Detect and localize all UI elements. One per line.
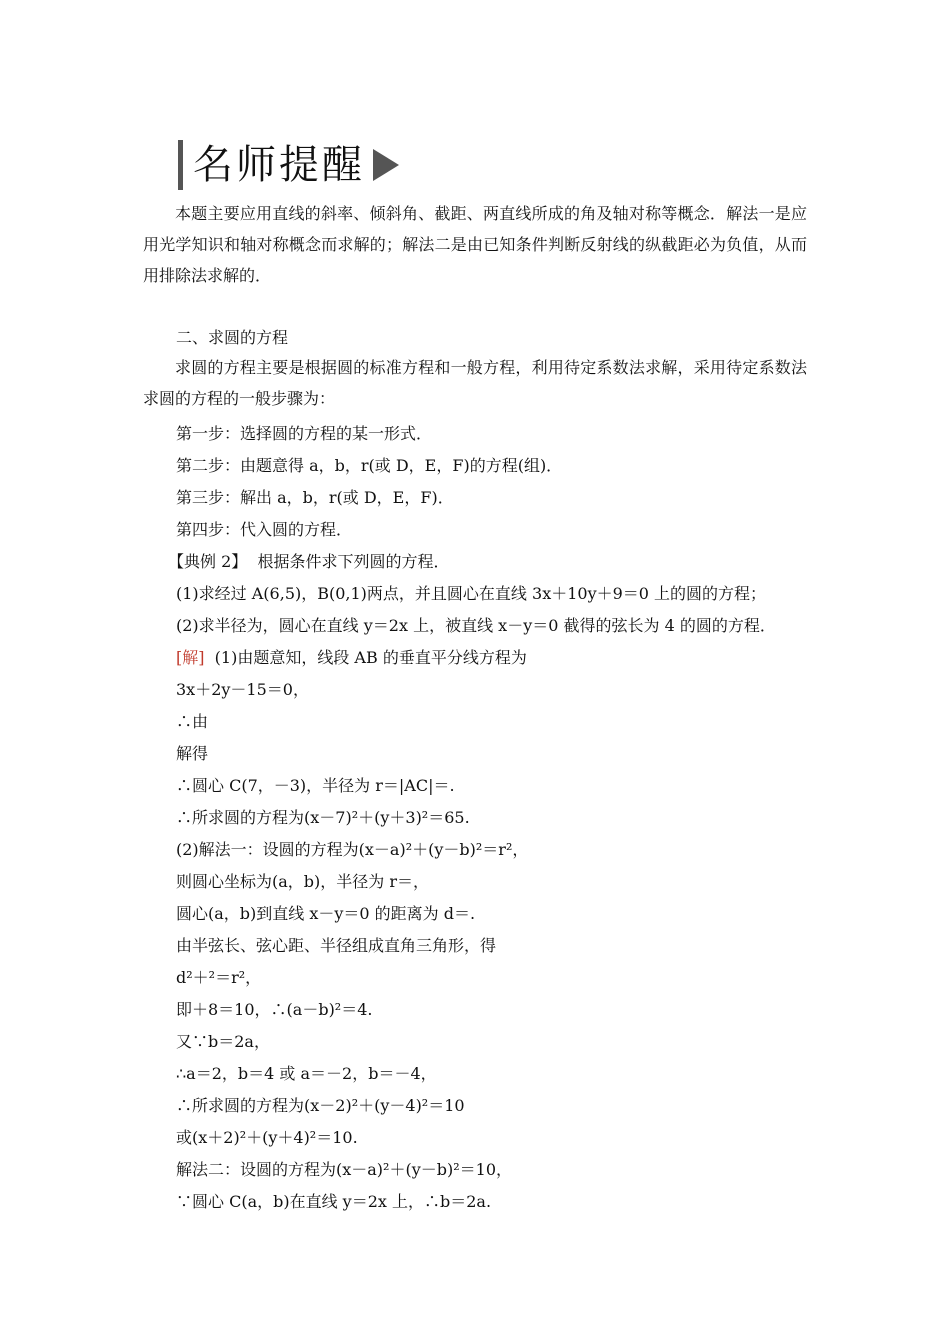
solution-line: 解法二：设圆的方程为(x－a)²＋(y－b)²＝10，	[176, 1160, 513, 1179]
solution-first-text: (1)由题意知，线段 AB 的垂直平分线方程为	[214, 648, 527, 667]
solution-line: 由半弦长、弦心距、半径组成直角三角形，得	[176, 936, 497, 955]
banner	[178, 138, 399, 192]
solution-line: 则圆心坐标为(a，b)，半径为 r＝，	[176, 872, 430, 891]
solution-line: 或(x＋2)²＋(y＋4)²＝10.	[176, 1128, 358, 1147]
solution-line: (2)解法一：设圆的方程为(x－a)²＋(y－b)²＝r²，	[176, 840, 529, 859]
example-heading	[168, 549, 449, 572]
play-triangle-icon	[373, 149, 399, 181]
step-3: 第三步：解出 a，b，r(或 D，E，F)．	[176, 488, 454, 507]
question-1: (1)求经过 A(6,5)，B(0,1)两点，并且圆心在直线 3x＋10y＋9＝0 上的圆的方程；	[176, 584, 767, 603]
solution-line: ∴所求圆的方程为(x－2)²＋(y－4)²＝10	[176, 1096, 465, 1115]
solution-line: ∴所求圆的方程为(x－7)²＋(y＋3)²＝65.	[176, 808, 470, 827]
section-intro-text: 求圆的方程主要是根据圆的标准方程和一般方程，利用待定系数法求解，采用待定系数法求圆的方程的一般步骤为：	[143, 358, 807, 408]
example-tag: 【典例 2】	[168, 552, 248, 571]
intro-paragraph	[143, 198, 807, 291]
banner-title: 名师提醒	[193, 142, 365, 188]
step-4: 第四步：代入圆的方程．	[176, 520, 353, 539]
solution-tag: [解]	[176, 648, 205, 667]
solution-line: ∵圆心 C(a，b)在直线 y＝2x 上，∴b＝2a.	[176, 1192, 492, 1211]
intro-text: 本题主要应用直线的斜率、倾斜角、截距、两直线所成的角及轴对称等概念．解法一是应用光学知识和轴对称概念而求解的；解法二是由已知条件判断反射线的纵截距必为负值，从而用排除法求解的．	[143, 204, 807, 285]
solution-line: ∴由	[176, 712, 209, 731]
solution-line: ∴a＝2，b＝4 或 a＝－2，b＝－4，	[176, 1064, 437, 1083]
solution-line: 又∵b＝2a，	[176, 1032, 270, 1051]
section-title: 二、求圆的方程	[176, 328, 289, 347]
solution-line: 即＋8＝10，∴(a－b)²＝4.	[176, 1000, 373, 1019]
section-intro-paragraph	[143, 352, 807, 414]
step-2: 第二步：由题意得 a，b，r(或 D，E，F)的方程(组)．	[176, 456, 563, 475]
solution-line: 解得	[176, 744, 209, 763]
solution-line: 3x＋2y－15＝0，	[176, 680, 309, 699]
solution-line: 圆心(a，b)到直线 x－y＝0 的距离为 d＝.	[176, 904, 476, 923]
banner-bar	[178, 140, 183, 190]
question-2: (2)求半径为，圆心在直线 y＝2x 上，被直线 x－y＝0 截得的弦长为 4 的圆的方程．	[176, 616, 776, 635]
step-1: 第一步：选择圆的方程的某一形式．	[176, 424, 433, 443]
solution-line: ∴圆心 C(7，－3)，半径为 r＝|AC|＝.	[176, 776, 455, 795]
example-title: 根据条件求下列圆的方程．	[257, 552, 450, 571]
solution-first-line	[176, 645, 527, 668]
solution-line: d²＋²＝r²，	[176, 968, 262, 987]
